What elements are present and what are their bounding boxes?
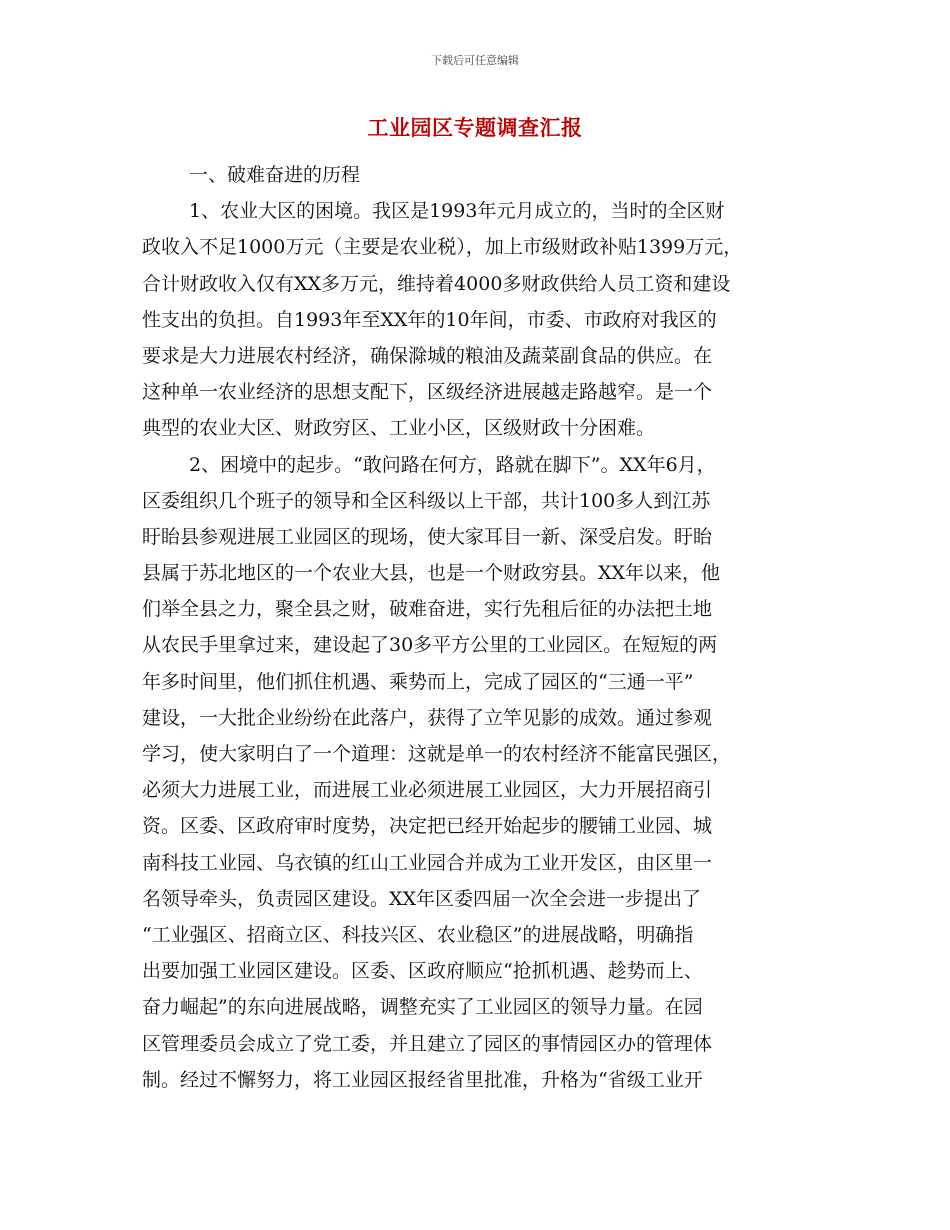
paragraph-line: 这种单一农业经济的思想支配下，区级经济进展越走路越窄。是一个: [142, 381, 713, 404]
paragraph-line: 必须大力进展工业，而进展工业必须进展工业园区，大力开展招商引: [142, 779, 713, 802]
paragraph-line: 要求是大力进展农村经济，确保滁城的粮油及蔬菜副食品的供应。在: [142, 344, 713, 367]
paragraph-line: 从农民手里拿过来，建设起了30多平方公里的工业园区。在短短的两: [142, 634, 718, 657]
paragraph-line: 南科技工业园、乌衣镇的红山工业园合并成为工业开发区，由区里一: [142, 851, 713, 874]
document-body: [142, 157, 822, 1098]
paragraph-line: 名领导牵头，负责园区建设。XX年区委四届一次全会进一步提出了: [142, 887, 702, 910]
paragraph-line: 资。区委、区政府审时度势，决定把已经开始起步的腰铺工业园、城: [142, 815, 713, 838]
paragraph-line: 典型的农业大区、财政穷区、工业小区，区级财政十分困难。: [142, 417, 656, 440]
paragraph-line: 区委组织几个班子的领导和全区科级以上干部，共计100多人到江苏: [142, 489, 711, 512]
paragraph-line: 奋力崛起”的东向进展战略，调整充实了工业园区的领导力量。在园: [142, 996, 703, 1019]
paragraph-line: 1、农业大区的困境。我区是1993年元月成立的，当时的全区财: [189, 200, 725, 223]
paragraph-line: 们举全县之力，聚全县之财，破难奋进，实行先租后征的办法把土地: [142, 598, 713, 621]
paragraph-line: 县属于苏北地区的一个农业大县，也是一个财政穷县。XX年以来，他: [142, 562, 721, 585]
paragraph-line: 政收入不足1000万元（主要是农业税），加上市级财政补贴1399万元，: [142, 236, 743, 259]
paragraph-line: 盱眙县参观进展工业园区的现场，使大家耳目一新、深受启发。盱眙: [142, 525, 713, 548]
paragraph-line: 出要加强工业园区建设。区委、区政府顺应“抢抓机遇、趁势而上、: [142, 960, 703, 983]
paragraph-line: 2、困境中的起步。“敢问路在何方，路就在脚下”。XX年6月，: [189, 453, 716, 476]
paragraph-line: 合计财政收入仅有XX多万元，维持着4000多财政供给人员工资和建设: [142, 272, 731, 295]
document-title: 工业园区专题调查汇报: [367, 116, 583, 140]
page-header-note: 下载后可任意编辑: [431, 54, 519, 67]
paragraph-line: 制。经过不懈努力，将工业园区报经省里批准，升格为“省级工业开: [142, 1068, 703, 1091]
section-heading: 一、破难奋进的历程: [189, 164, 361, 186]
paragraph-line: 年多时间里，他们抓住机遇、乘势而上，完成了园区的“三通一平”: [142, 670, 694, 693]
paragraph-line: 区管理委员会成立了党工委，并且建立了园区的事情园区办的管理体: [142, 1032, 713, 1055]
paragraph-line: 性支出的负担。自1993年至XX年的10年间，市委、市政府对我区的: [142, 308, 717, 331]
paragraph-line: “工业强区、招商立区、科技兴区、农业稳区”的进展战略，明确指: [142, 923, 694, 946]
paragraph-line: 建设，一大批企业纷纷在此落户，获得了立竿见影的成效。通过参观: [142, 706, 713, 729]
paragraph-line: 学习，使大家明白了一个道理：这就是单一的农村经济不能富民强区，: [142, 743, 732, 765]
